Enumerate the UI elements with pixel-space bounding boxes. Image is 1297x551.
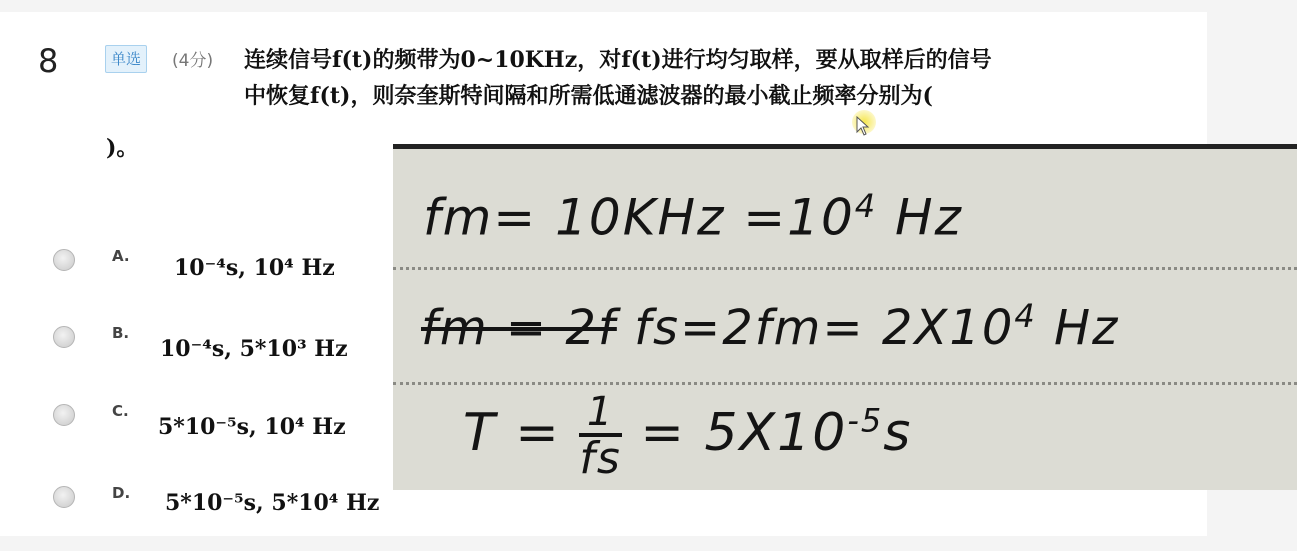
stem-line-2: 中恢复f(t)，则奈奎斯特间隔和所需低通滤波器的最小截止频率分别为( <box>244 83 933 109</box>
fraction-numerator: 1 <box>586 389 615 435</box>
hw-struck-text: fm = 2f <box>421 300 617 356</box>
hw-exponent: 4 <box>1014 297 1037 335</box>
question-stem <box>244 42 1144 114</box>
option-text: 10⁻⁴s, 5*10³ Hz <box>160 336 348 362</box>
option-letter: C. <box>112 402 129 420</box>
handwriting-line-3 <box>463 389 913 484</box>
stem-line-1: 连续信号f(t)的频带为0~10KHz，对f(t)进行均匀取样，要从取样后的信号 <box>244 47 992 73</box>
option-letter: D. <box>112 484 131 502</box>
ruled-line <box>393 267 1297 270</box>
option-letter: B. <box>112 324 130 342</box>
radio-button[interactable] <box>53 326 75 348</box>
radio-button[interactable] <box>53 404 75 426</box>
hw-text: fs=2fm= 2X10 <box>634 300 1015 356</box>
hw-text: Hz <box>1054 300 1120 356</box>
hw-text: s <box>883 403 913 463</box>
option-text: 10⁻⁴s, 10⁴ Hz <box>174 255 335 281</box>
hw-exponent: 4 <box>854 187 878 225</box>
hw-text: = 5X10 <box>640 403 848 463</box>
hw-fraction <box>579 389 622 484</box>
handwriting-line-1 <box>423 187 963 247</box>
hw-text: Hz <box>895 188 963 247</box>
fraction-denominator: fs <box>579 433 622 484</box>
hw-exponent: -5 <box>847 401 884 440</box>
ruled-line <box>393 382 1297 385</box>
question-type-badge: 单选 <box>105 45 147 73</box>
option-text: 5*10⁻⁵s, 10⁴ Hz <box>158 414 346 440</box>
option-letter: A. <box>112 247 130 265</box>
hw-text: fm= 10KHz =10 <box>423 188 855 247</box>
mouse-pointer-icon <box>856 116 870 136</box>
handwriting-line-2 <box>421 297 1119 356</box>
hw-text: T = <box>463 403 561 463</box>
handwritten-solution-photo <box>393 144 1297 490</box>
radio-button[interactable] <box>53 249 75 271</box>
option-text: 5*10⁻⁵s, 5*10⁴ Hz <box>165 490 380 516</box>
stem-tail: )。 <box>106 135 139 161</box>
radio-button[interactable] <box>53 486 75 508</box>
question-score: (4分) <box>172 51 214 71</box>
question-number: 8 <box>38 42 59 80</box>
